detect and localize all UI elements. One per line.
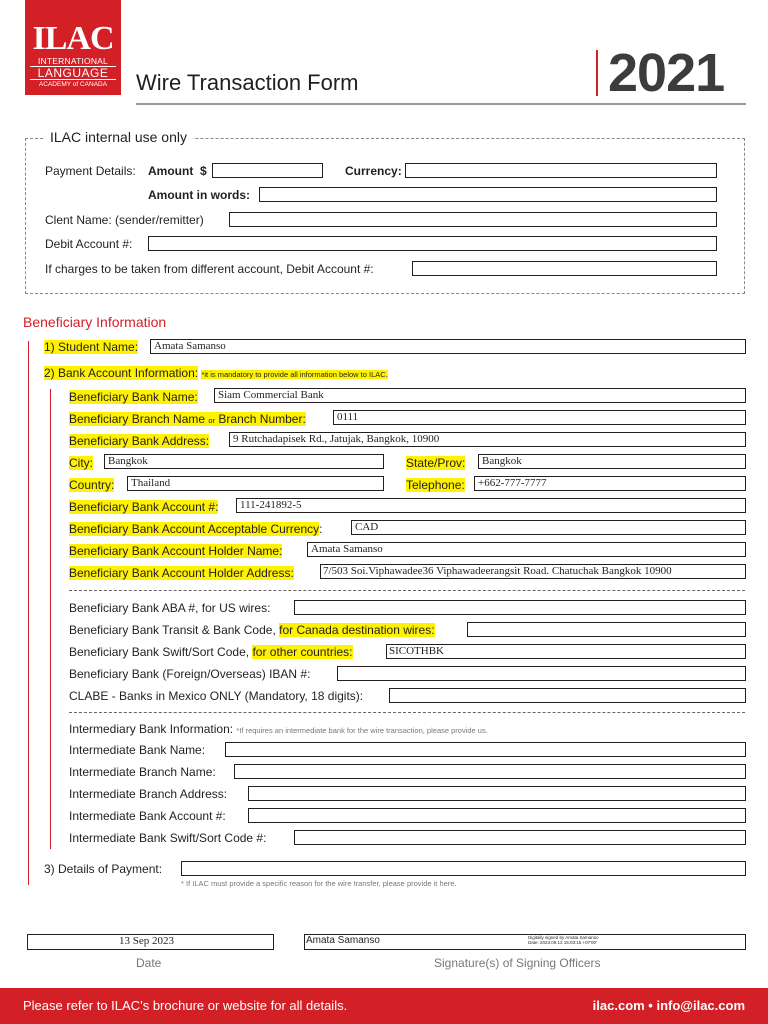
clabe-field[interactable] — [389, 688, 746, 703]
telephone-value: +662-777-7777 — [478, 477, 547, 489]
int-branch-address-label: Intermediate Branch Address: — [69, 787, 228, 801]
divider-dashed-2 — [69, 712, 745, 713]
signer-name: Amata Samanso — [306, 935, 380, 946]
intermediary-note: *If requires an intermediate bank for the wire transaction, please provide us. — [236, 726, 488, 735]
debit-account-field[interactable] — [148, 236, 717, 251]
branch-label-name: Beneficiary Branch Name — [69, 412, 206, 426]
date-value: 13 Sep 2023 — [119, 935, 174, 947]
amount-label-text: Amount — [148, 164, 194, 178]
bank-address-label: Beneficiary Bank Address: — [69, 434, 210, 448]
internal-use-title: ILAC internal use only — [44, 129, 193, 145]
int-swift-field[interactable] — [294, 830, 746, 845]
branch-label — [69, 412, 306, 426]
state-label: State/Prov: — [406, 456, 466, 470]
section-bracket-outer — [28, 341, 29, 885]
digital-signature-stamp — [528, 935, 599, 945]
int-branch-address-field[interactable] — [248, 786, 746, 801]
details-of-payment-label: 3) Details of Payment: — [44, 862, 163, 876]
branch-value: 0111 — [337, 411, 359, 423]
bank-address-value: 9 Rutchadapisek Rd., Jatujak, Bangkok, 10900 — [233, 433, 440, 445]
holder-name-value: Amata Samanso — [311, 543, 383, 555]
currency-field[interactable] — [405, 163, 717, 178]
holder-address-label: Beneficiary Bank Account Holder Address: — [69, 566, 294, 580]
city-label: City: — [69, 456, 93, 470]
digital-signature-line2: Date: 2023.09.13 15:03:15 +07'00' — [528, 940, 597, 945]
bank-name-value: Siam Commercial Bank — [218, 389, 324, 401]
bank-name-label: Beneficiary Bank Name: — [69, 390, 198, 404]
form-title: Wire Transaction Form — [136, 70, 359, 95]
int-account-field[interactable] — [248, 808, 746, 823]
currency-label: Currency: — [345, 164, 402, 178]
footer-bar — [0, 988, 768, 1024]
holder-address-value: 7/503 Soi.Viphawadee36 Viphawadeerangsit Road. Chatuchak Bangkok 10900 — [323, 565, 672, 577]
student-name-value: Amata Samanso — [154, 340, 226, 352]
aba-field[interactable] — [294, 600, 746, 615]
iban-field[interactable] — [337, 666, 746, 681]
details-of-payment-note: * If ILAC must provide a specific reason for the wire transfer, please provide it here. — [181, 879, 457, 888]
intermediary-label — [69, 722, 488, 736]
int-branch-name-field[interactable] — [234, 764, 746, 779]
form-year: 2021 — [608, 43, 725, 103]
beneficiary-heading: Beneficiary Information — [23, 314, 167, 330]
acceptable-currency-value: CAD — [355, 521, 379, 533]
details-of-payment-field[interactable] — [181, 861, 746, 876]
year-divider — [596, 50, 598, 96]
client-name-field[interactable] — [229, 212, 717, 227]
transit-field[interactable] — [467, 622, 746, 637]
branch-label-number: Branch Number: — [218, 412, 306, 426]
swift-label-text: Beneficiary Bank Swift/Sort Code, — [69, 645, 250, 659]
intermediary-label-text: Intermediary Bank Information: — [69, 722, 234, 736]
amount-label — [148, 164, 207, 178]
student-name-label: 1) Student Name: — [44, 340, 139, 354]
client-name-label: Clent Name: (sender/remitter) — [45, 213, 204, 227]
logo-mark: ILAC — [32, 20, 114, 57]
date-caption: Date — [136, 956, 162, 970]
account-number-field[interactable] — [236, 498, 746, 513]
logo-line-international: INTERNATIONAL — [38, 56, 108, 66]
aba-label: Beneficiary Bank ABA #, for US wires: — [69, 601, 271, 615]
swift-label-highlight: for other countries: — [252, 645, 353, 659]
clabe-label: CLABE - Banks in Mexico ONLY (Mandatory, 18 digits): — [69, 689, 364, 703]
swift-label — [69, 645, 353, 659]
transit-label — [69, 623, 435, 637]
state-value: Bangkok — [482, 455, 522, 467]
bank-info-note: *it is mandatory to provide all information below to ILAC. — [201, 370, 388, 379]
digital-signature-line1: Digitally signed by Amata Samanso — [528, 935, 599, 940]
swift-value: SICOTHBK — [389, 645, 445, 657]
footer-note: Please refer to ILAC’s brochure or website for all details. — [23, 998, 348, 1013]
int-swift-label: Intermediate Bank Swift/Sort Code #: — [69, 831, 267, 845]
footer-contact-links[interactable]: ilac.com • info@ilac.com — [592, 998, 745, 1013]
bank-info-label — [44, 366, 388, 380]
branch-label-or: or — [208, 416, 216, 425]
int-branch-name-label: Intermediate Branch Name: — [69, 765, 216, 779]
amount-words-field[interactable] — [259, 187, 717, 202]
debit-account-label: Debit Account #: — [45, 237, 133, 251]
header-rule — [136, 103, 746, 105]
dollar-sign: $ — [200, 164, 207, 178]
amount-field[interactable] — [212, 163, 323, 178]
holder-name-label: Beneficiary Bank Account Holder Name: — [69, 544, 283, 558]
city-value: Bangkok — [108, 455, 148, 467]
transit-label-text: Beneficiary Bank Transit & Bank Code, — [69, 623, 276, 637]
charges-account-field[interactable] — [412, 261, 717, 276]
payment-details-label: Payment Details: — [45, 164, 136, 178]
int-account-label: Intermediate Bank Account #: — [69, 809, 226, 823]
branch-field[interactable] — [333, 410, 746, 425]
iban-label: Beneficiary Bank (Foreign/Overseas) IBAN #: — [69, 667, 311, 681]
account-number-label: Beneficiary Bank Account #: — [69, 500, 219, 514]
logo-line-academy: ACADEMY of CANADA — [38, 81, 108, 88]
ilac-logo — [25, 0, 121, 95]
country-label: Country: — [69, 478, 115, 492]
acceptable-currency-field[interactable] — [351, 520, 746, 535]
acceptable-currency-label — [69, 522, 322, 536]
account-number-value: 111-241892-5 — [240, 499, 302, 511]
charges-account-label: If charges to be taken from different account, Debit Account #: — [45, 262, 374, 276]
acceptable-currency-colon: : — [319, 522, 323, 536]
student-name-field[interactable] — [150, 339, 746, 354]
country-value: Thailand — [131, 477, 171, 489]
int-bank-name-label: Intermediate Bank Name: — [69, 743, 206, 757]
bank-info-label-text: 2) Bank Account Information: — [44, 366, 199, 380]
logo-line-language: LANGUAGE — [30, 66, 116, 80]
int-bank-name-field[interactable] — [225, 742, 746, 757]
section-bracket-inner — [50, 389, 51, 849]
signature-caption: Signature(s) of Signing Officers — [434, 956, 601, 970]
acceptable-currency-label-text: Beneficiary Bank Account Acceptable Currency — [69, 522, 320, 536]
transit-label-highlight: for Canada destination wires: — [279, 623, 435, 637]
divider-dashed-1 — [69, 590, 745, 591]
amount-words-label: Amount in words: — [148, 188, 250, 202]
telephone-label: Telephone: — [406, 478, 465, 492]
